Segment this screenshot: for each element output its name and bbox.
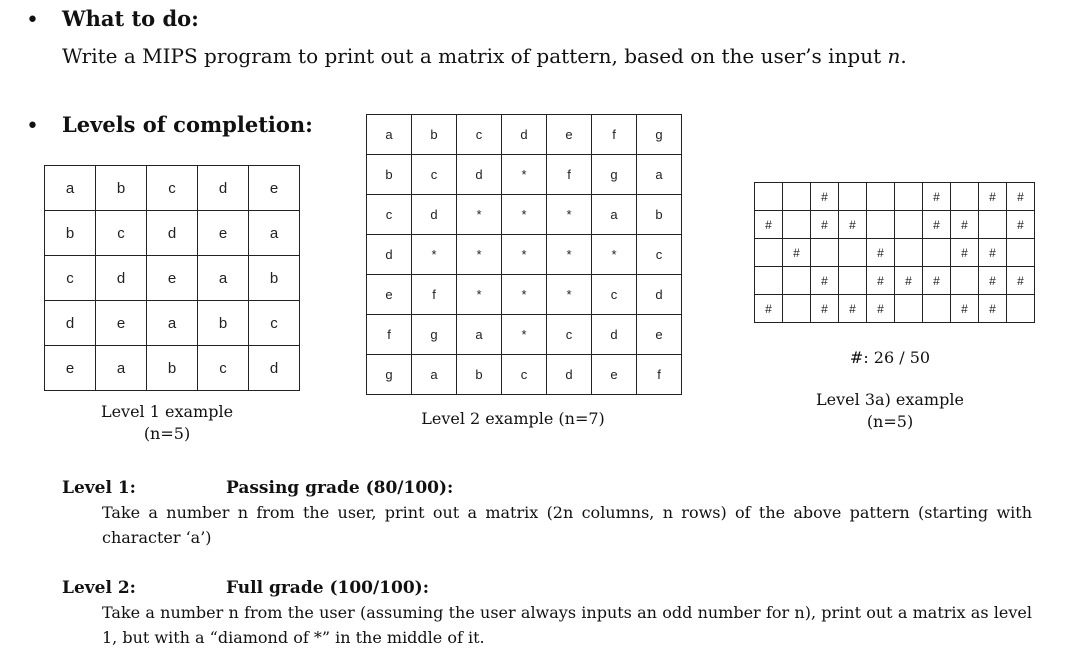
grid-cell: # — [811, 267, 839, 295]
grid-cell: c — [249, 301, 300, 346]
grid-row — [367, 235, 682, 275]
grid-cell — [839, 239, 867, 267]
grid-cell — [755, 267, 783, 295]
grid-cell: # — [951, 295, 979, 323]
grid-cell: * — [592, 235, 637, 275]
grid-row — [755, 183, 1035, 211]
grid-cell: a — [412, 355, 457, 395]
grid-cell: * — [457, 195, 502, 235]
grid-cell: * — [457, 275, 502, 315]
what-to-do-heading: What to do: — [62, 6, 199, 31]
grid-cell — [895, 183, 923, 211]
grid-cell: b — [249, 256, 300, 301]
task-description: Write a MIPS program to print out a matrix of pattern, based on the user’s input n. — [62, 44, 907, 68]
grid-cell: f — [637, 355, 682, 395]
grid-cell: d — [45, 301, 96, 346]
grid-cell: # — [1007, 211, 1035, 239]
grid-cell: g — [412, 315, 457, 355]
level1-text: Take a number n from the user, print out a matrix (2n columns, n rows) of the above pattern (starting with character ‘a’) — [102, 503, 1032, 547]
grid-cell: * — [502, 235, 547, 275]
grid-cell: c — [198, 346, 249, 391]
grid-cell: a — [45, 166, 96, 211]
grid-cell: # — [783, 239, 811, 267]
grid-cell: c — [147, 166, 198, 211]
grid-cell: b — [45, 211, 96, 256]
grid-cell: d — [249, 346, 300, 391]
level1-example-grid — [44, 165, 300, 391]
grid-cell: # — [895, 267, 923, 295]
grid-cell: # — [951, 239, 979, 267]
level2-grade: Full grade (100/100): — [226, 578, 429, 598]
grid-cell: e — [592, 355, 637, 395]
grid-cell: c — [547, 315, 592, 355]
grid-cell: a — [147, 301, 198, 346]
grid-cell: c — [637, 235, 682, 275]
grid-cell — [895, 239, 923, 267]
grid-cell: g — [367, 355, 412, 395]
grid-cell: d — [502, 115, 547, 155]
grid-row — [755, 295, 1035, 323]
grid-cell: # — [951, 211, 979, 239]
levels-heading: Levels of completion: — [62, 112, 313, 137]
grid-cell: # — [923, 267, 951, 295]
level1-grade: Passing grade (80/100): — [226, 478, 454, 498]
grid-row — [45, 346, 300, 391]
grid-cell: e — [637, 315, 682, 355]
grid-cell — [923, 295, 951, 323]
grid-cell: * — [547, 235, 592, 275]
grid-cell: a — [367, 115, 412, 155]
grid-cell: a — [592, 195, 637, 235]
level2-example-grid — [366, 114, 682, 395]
grid-cell — [1007, 239, 1035, 267]
grid-cell: d — [592, 315, 637, 355]
grid-cell — [783, 267, 811, 295]
grid-cell: b — [367, 155, 412, 195]
grid-row — [367, 355, 682, 395]
grid-cell: b — [457, 355, 502, 395]
grid-cell: a — [457, 315, 502, 355]
grid-cell: e — [45, 346, 96, 391]
grid-cell — [979, 211, 1007, 239]
grid-cell: d — [96, 256, 147, 301]
level2-example-caption: Level 2 example (n=7) — [421, 409, 605, 428]
grid-cell: d — [367, 235, 412, 275]
grid-cell: c — [457, 115, 502, 155]
grid-cell: a — [637, 155, 682, 195]
level1-label: Level 1: — [62, 478, 136, 498]
bullet: • — [26, 114, 39, 139]
grid-cell — [839, 183, 867, 211]
grid-cell: # — [1007, 267, 1035, 295]
grid-cell: * — [502, 155, 547, 195]
grid-cell — [839, 267, 867, 295]
grid-cell: # — [755, 211, 783, 239]
grid-cell — [783, 295, 811, 323]
grid-cell: * — [547, 275, 592, 315]
grid-cell: # — [979, 267, 1007, 295]
grid-cell: e — [147, 256, 198, 301]
grid-row — [45, 256, 300, 301]
level1-example-caption: Level 1 example (n=5) — [100, 402, 234, 443]
grid-cell: b — [96, 166, 147, 211]
grid-cell: # — [839, 295, 867, 323]
grid-cell: # — [867, 295, 895, 323]
grid-cell: # — [811, 211, 839, 239]
grid-cell: * — [502, 195, 547, 235]
grid-cell: * — [502, 315, 547, 355]
grid-cell: # — [1007, 183, 1035, 211]
grid-cell: # — [811, 295, 839, 323]
bullet: • — [26, 8, 39, 33]
grid-cell: # — [979, 183, 1007, 211]
grid-cell: e — [198, 211, 249, 256]
grid-cell: f — [547, 155, 592, 195]
grid-row — [367, 155, 682, 195]
grid-cell — [755, 239, 783, 267]
level3a-example-grid — [754, 182, 1035, 323]
grid-cell: d — [412, 195, 457, 235]
grid-cell: b — [412, 115, 457, 155]
grid-cell: * — [412, 235, 457, 275]
grid-cell: a — [96, 346, 147, 391]
grid-cell: d — [147, 211, 198, 256]
grid-cell — [895, 211, 923, 239]
grid-cell: * — [547, 195, 592, 235]
grid-cell: e — [249, 166, 300, 211]
grid-cell: * — [502, 275, 547, 315]
grid-row — [367, 195, 682, 235]
grid-cell: * — [457, 235, 502, 275]
grid-row — [367, 115, 682, 155]
grid-cell: # — [979, 295, 1007, 323]
grid-cell — [867, 183, 895, 211]
grid-row — [367, 275, 682, 315]
grid-row — [45, 301, 300, 346]
grid-cell: e — [547, 115, 592, 155]
grid-cell — [755, 183, 783, 211]
grid-cell: d — [457, 155, 502, 195]
grid-cell — [783, 211, 811, 239]
grid-cell: e — [367, 275, 412, 315]
grid-cell: d — [547, 355, 592, 395]
grid-row — [367, 315, 682, 355]
grid-cell: a — [198, 256, 249, 301]
grid-cell: b — [198, 301, 249, 346]
grid-cell: c — [367, 195, 412, 235]
level2-label: Level 2: — [62, 578, 136, 598]
grid-cell: f — [412, 275, 457, 315]
grid-cell: c — [412, 155, 457, 195]
grid-cell: b — [637, 195, 682, 235]
grid-cell — [783, 183, 811, 211]
level3a-example-caption: Level 3a) example (n=5) — [816, 390, 964, 431]
grid-cell: g — [637, 115, 682, 155]
grid-cell — [867, 211, 895, 239]
grid-row — [755, 211, 1035, 239]
grid-row — [45, 166, 300, 211]
grid-cell — [951, 267, 979, 295]
grid-row — [755, 239, 1035, 267]
grid-cell: f — [592, 115, 637, 155]
grid-cell: # — [923, 183, 951, 211]
grid-cell: f — [367, 315, 412, 355]
level2-text: Take a number n from the user (assuming the user always inputs an odd number for n), print out a matrix as level 1, but with a “diamond of *” in the middle of it. — [102, 603, 1032, 647]
grid-cell: g — [592, 155, 637, 195]
grid-cell: # — [979, 239, 1007, 267]
grid-cell: d — [637, 275, 682, 315]
grid-cell: c — [592, 275, 637, 315]
grid-cell: # — [867, 267, 895, 295]
grid-cell — [923, 239, 951, 267]
grid-cell: # — [839, 211, 867, 239]
grid-cell — [895, 295, 923, 323]
grid-cell: a — [249, 211, 300, 256]
grid-row — [45, 211, 300, 256]
level3a-count: #: 26 / 50 — [849, 348, 931, 367]
grid-cell — [811, 239, 839, 267]
grid-cell — [1007, 295, 1035, 323]
grid-cell: # — [867, 239, 895, 267]
grid-cell: # — [923, 211, 951, 239]
grid-cell — [951, 183, 979, 211]
grid-cell: d — [198, 166, 249, 211]
grid-cell: e — [96, 301, 147, 346]
grid-cell: c — [45, 256, 96, 301]
grid-cell: b — [147, 346, 198, 391]
grid-cell: c — [96, 211, 147, 256]
grid-cell: # — [811, 183, 839, 211]
grid-row — [755, 267, 1035, 295]
grid-cell: c — [502, 355, 547, 395]
grid-cell: # — [755, 295, 783, 323]
